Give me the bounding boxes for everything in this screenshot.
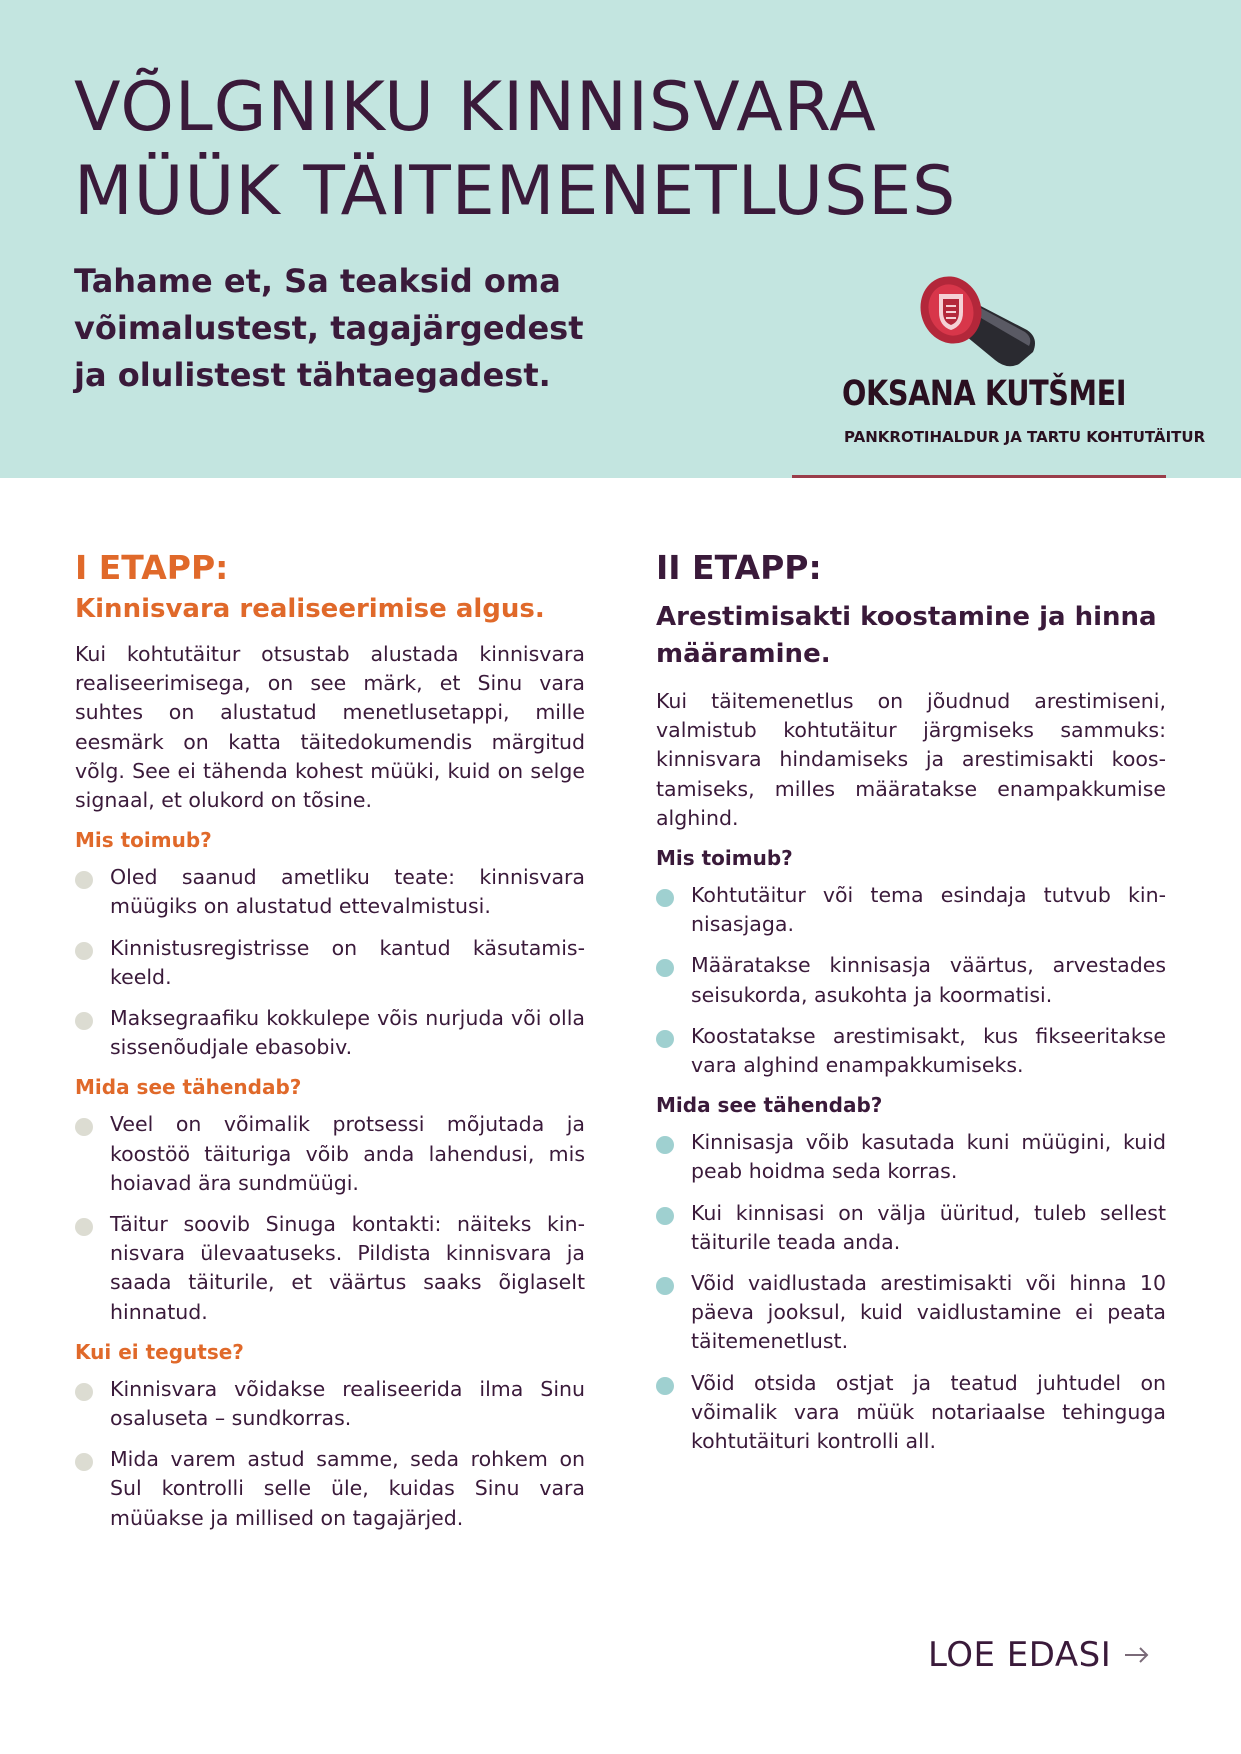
bullet-dot-icon	[75, 1012, 93, 1030]
list-item	[656, 951, 1166, 1009]
bullet-list	[75, 1110, 585, 1326]
section-title: Mis toimub?	[75, 828, 212, 853]
list-item-text: Mida varem astud samme, seda rohkem on Sul kontrolli selle üle, kuidas Sinu vara müüakse ja millised on tagajärjed.	[110, 1447, 585, 1530]
bullet-dot-icon	[75, 871, 93, 889]
bullet-dot-icon	[75, 1453, 93, 1471]
page-subtitle	[74, 258, 634, 399]
logo-divider	[792, 475, 1166, 478]
stamp-icon	[915, 272, 1045, 372]
list-item-text: Võid vaidlustada arestimisakti või hinna 10 päeva jooksul, kuid vaidlustamine ei peata täitemenetlust.	[691, 1271, 1166, 1354]
arrow-right-icon[interactable]	[1123, 1645, 1151, 1665]
stage-2-column	[656, 545, 1166, 1468]
bullet-dot-icon	[656, 1030, 674, 1048]
list-item	[656, 1022, 1166, 1080]
list-item	[656, 1369, 1166, 1457]
read-more-label[interactable]: LOE EDASI	[928, 1635, 1112, 1675]
list-item	[75, 1375, 585, 1433]
list-item	[656, 1269, 1166, 1357]
list-item-text: Kohtutäitur või tema esindaja tutvub kin-nisasjaga.	[691, 883, 1166, 937]
list-item	[656, 1128, 1166, 1186]
stage-1-intro: Kui kohtutäitur otsustab alustada kinnisvara realiseerimisega, on see märk, et Sinu vara suhtes on alustatud menetlusetappi, mille eesmärk on katta täitedokumendis märgitud võlg. See ei tähenda kohest müüki, kuid on selge signaal, et olukord on tõsine.	[75, 642, 585, 813]
list-item-text: Määratakse kinnisasja väärtus, arvestades seisukorda, asukohta ja koormatisi.	[691, 953, 1166, 1007]
list-item-text: Kinnistusregistrisse on kantud käsutamis-keeld.	[110, 935, 585, 989]
list-item-text: Täitur soovib Sinuga kontakti: näiteks kin-nisvara ülevaatuseks. Pildista kinnisvara ja saada täiturile, et väärtus saaks õiglaselt hinnatud.	[110, 1212, 585, 1324]
list-item	[75, 1445, 585, 1533]
list-item-text: Võid otsida ostjat ja teatud juhtudel on võimalik vara müük notariaalse tehinguga kohtutäituri kontrolli all.	[691, 1370, 1166, 1454]
bullet-list	[656, 881, 1166, 1080]
list-item-text: Kui kinnisasi on välja üüritud, tuleb sellest täiturile teada anda.	[691, 1200, 1166, 1254]
list-item	[75, 1210, 585, 1327]
logo	[820, 272, 1206, 452]
stage-1-subheading: Kinnisvara realiseerimise algus.	[75, 594, 545, 624]
list-item	[656, 1199, 1166, 1257]
bullet-list	[656, 1128, 1166, 1456]
list-item	[75, 1004, 585, 1062]
stage-1-heading: I ETAPP:	[75, 548, 229, 587]
list-item-text: Kinnisasja võib kasutada kuni müügini, kuid peab hoidma seda korras.	[691, 1130, 1166, 1184]
title-line-2: MÜÜK TÄITEMENETLUSES	[74, 152, 957, 231]
bullet-dot-icon	[75, 1383, 93, 1401]
section-title: Mis toimub?	[656, 846, 793, 871]
stage-2-intro: Kui täitemenetlus on jõudnud arestimiseni, valmistub kohtutäitur järgmiseks sammuks: kinnisvara hindamiseks ja arestimisakti koos-tamiseks, milles määratakse enampakkumise alghind.	[656, 689, 1166, 830]
bullet-dot-icon	[656, 889, 674, 907]
section-title: Kui ei tegutse?	[75, 1339, 244, 1364]
list-item	[75, 863, 585, 921]
list-item	[75, 934, 585, 992]
subtitle-line-2: võimalustest, tagajärgedest	[74, 309, 584, 347]
header-banner	[0, 0, 1241, 478]
list-item-text: Kinnisvara võidakse realiseerida ilma Sinu osaluseta – sundkorras.	[110, 1376, 585, 1431]
stage-1-column	[75, 545, 585, 1545]
list-item-text: Maksegraafiku kokkulepe võis nurjuda või olla sissenõudjale ebasobiv.	[110, 1006, 585, 1060]
read-more-link[interactable]	[928, 1630, 1151, 1680]
subtitle-line-3: ja olulistest tähtaegadest.	[74, 356, 551, 394]
list-item-text: Veel on võimalik protsessi mõjutada ja koostöö täituriga võib anda lahendusi, mis hoiavad ära sundmüügi.	[110, 1112, 585, 1195]
title-line-1: VÕLGNIKU KINNISVARA	[74, 68, 877, 147]
bullet-list	[75, 863, 585, 1062]
list-item	[656, 881, 1166, 939]
stage-2-subheading: Arestimisakti koostamine ja hinna määramine.	[656, 602, 1157, 669]
logo-subtitle: PANKROTIHALDUR JA TARTU KOHTUTÄITUR	[844, 428, 1206, 446]
section-title: Mida see tähendab?	[656, 1093, 883, 1118]
section-title: Mida see tähendab?	[75, 1075, 302, 1100]
bullet-dot-icon	[75, 1118, 93, 1136]
stage-2-heading: II ETAPP:	[656, 548, 822, 587]
bullet-dot-icon	[656, 1377, 674, 1395]
bullet-dot-icon	[656, 1207, 674, 1225]
bullet-dot-icon	[75, 1218, 93, 1236]
logo-name: OKSANA KUTŠMEI	[842, 374, 1127, 414]
bullet-dot-icon	[656, 959, 674, 977]
page-title	[74, 66, 1174, 234]
bullet-dot-icon	[656, 1136, 674, 1154]
bullet-list	[75, 1375, 585, 1533]
subtitle-line-1: Tahame et, Sa teaksid oma	[74, 262, 561, 300]
bullet-dot-icon	[75, 942, 93, 960]
list-item	[75, 1110, 585, 1198]
list-item-text: Oled saanud ametliku teate: kinnisvara müügiks on alustatud ettevalmistusi.	[110, 865, 585, 919]
bullet-dot-icon	[656, 1277, 674, 1295]
list-item-text: Koostatakse arestimisakt, kus fikseeritakse vara alghind enampakkumiseks.	[691, 1023, 1166, 1078]
